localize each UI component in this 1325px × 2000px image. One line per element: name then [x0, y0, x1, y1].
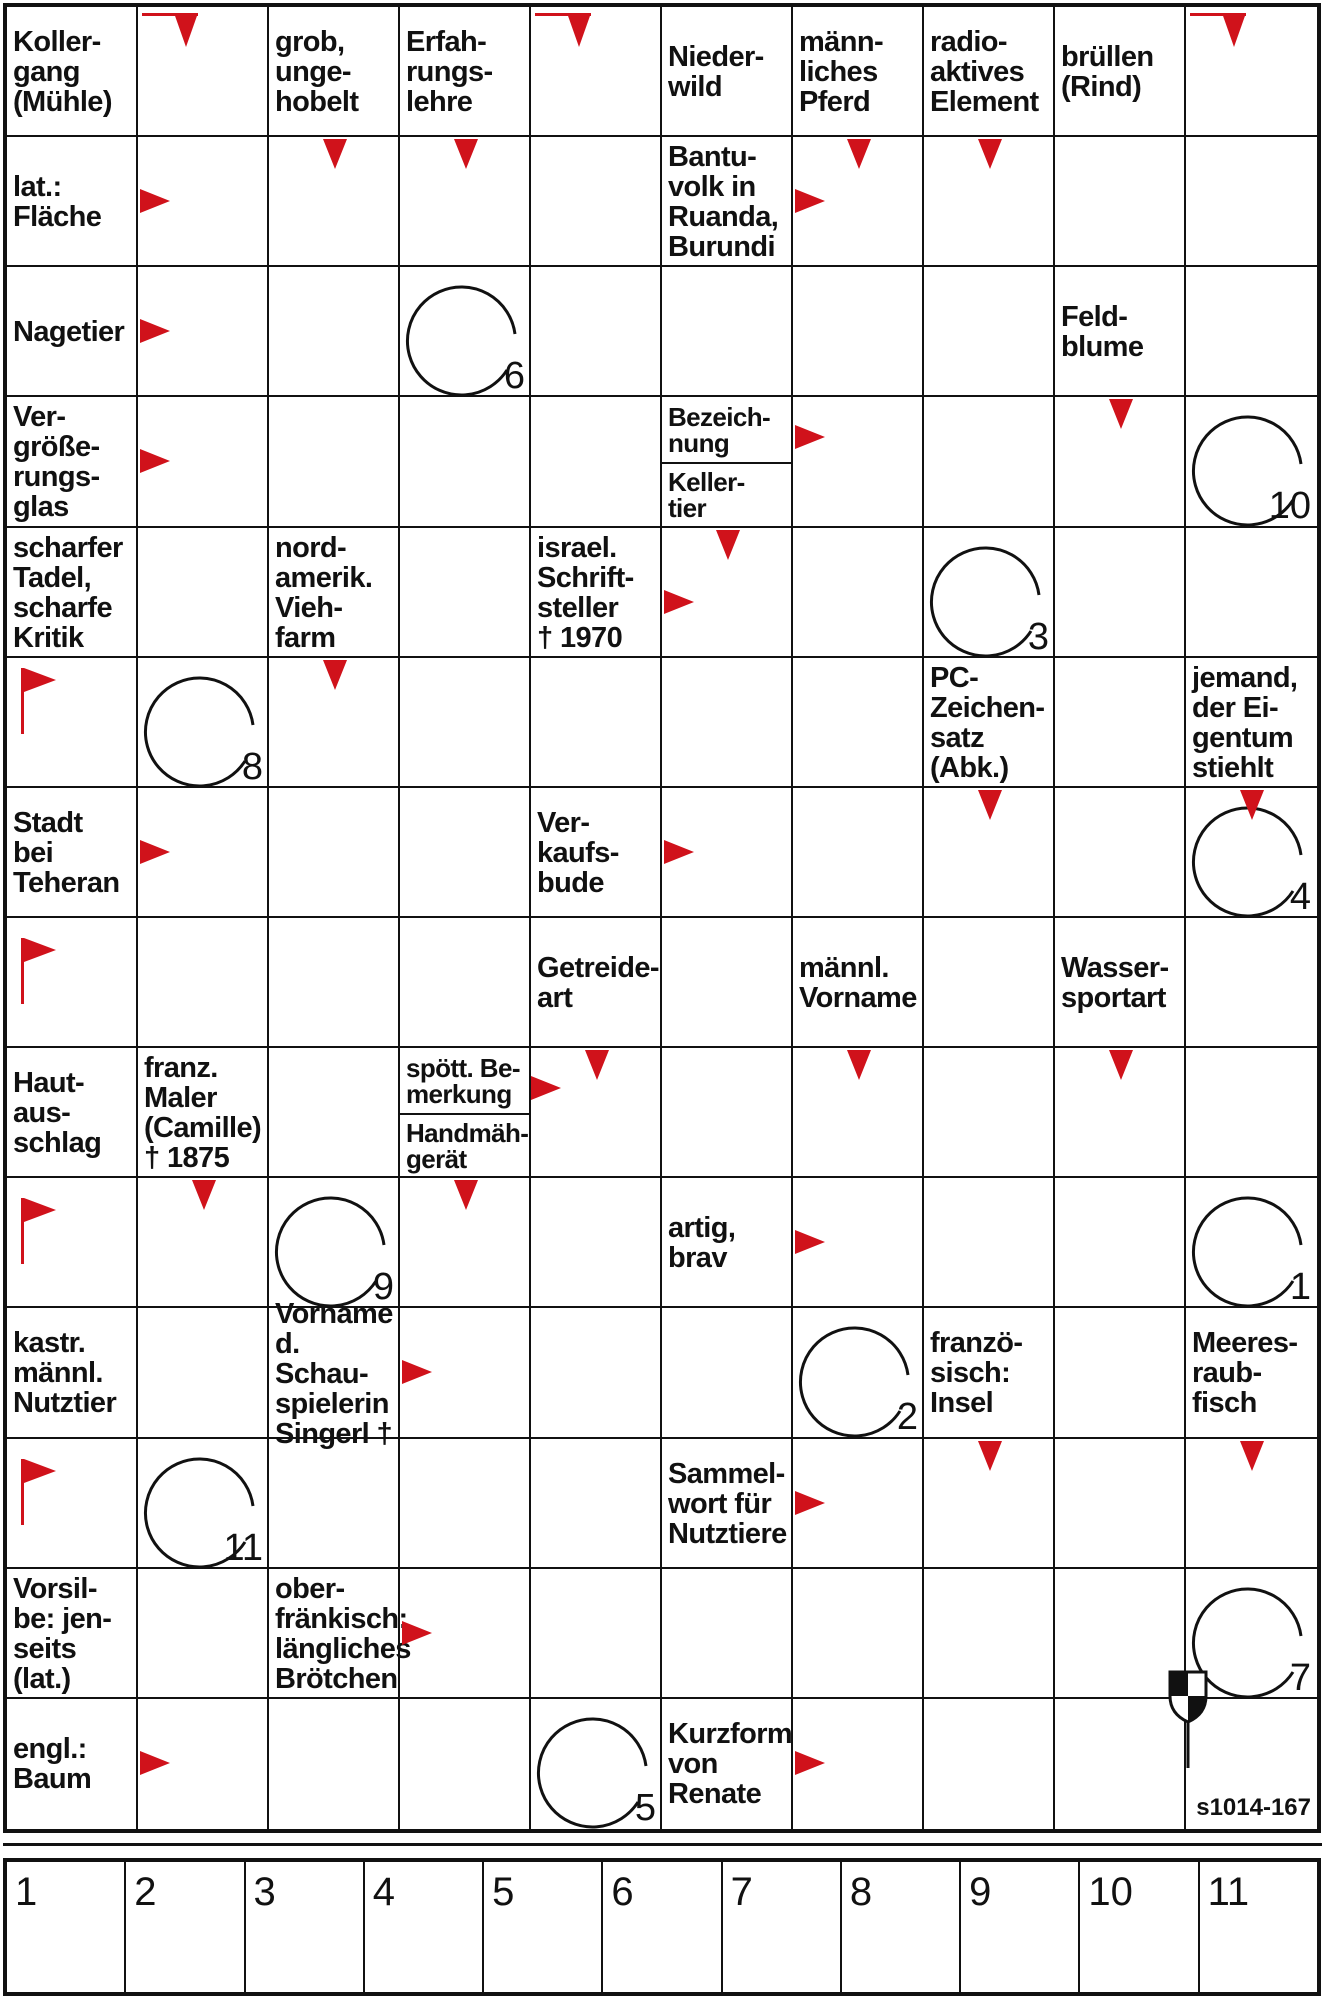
answer-cell[interactable]: [924, 1569, 1055, 1699]
solution-box-number: 7: [730, 1870, 753, 1914]
answer-cell[interactable]: [924, 267, 1055, 397]
clue-arrow-icon: [323, 660, 347, 690]
clue-text: franz. Maler (Camille) † 1875: [144, 1052, 262, 1175]
answer-cell[interactable]: [662, 1569, 793, 1699]
answer-cell[interactable]: [531, 1439, 662, 1569]
answer-cell[interactable]: [531, 1178, 662, 1308]
answer-cell[interactable]: [793, 1308, 924, 1438]
clue-box: [662, 7, 791, 137]
solution-circle-number: 2: [896, 1396, 918, 1439]
solution-circle: [145, 1446, 263, 1569]
clue-text: grob, unge- hobelt: [275, 26, 359, 119]
clue-cell: [662, 397, 793, 527]
answer-cell[interactable]: [662, 658, 793, 788]
clue-arrow-icon: [140, 1751, 170, 1775]
answer-cell[interactable]: [531, 658, 662, 788]
answer-cell[interactable]: [269, 788, 400, 918]
clue-text: scharfer Tadel, scharfe Kritik: [13, 531, 123, 654]
solution-box-number: 10: [1088, 1870, 1133, 1914]
clue-arrow-icon: [1240, 790, 1264, 820]
clue-cell: [269, 528, 400, 658]
solution-circle: [407, 274, 525, 398]
answer-cell[interactable]: [400, 658, 531, 788]
answer-cell[interactable]: [531, 1699, 662, 1829]
clue-text: Vorname d. Schau- spielerin Singerl †: [275, 1297, 393, 1450]
solution-circle-number: 9: [372, 1266, 394, 1309]
answer-cell[interactable]: [924, 918, 1055, 1048]
answer-cell[interactable]: [1055, 1699, 1186, 1829]
clue-text: Haut- aus- schlag: [13, 1067, 102, 1160]
clue-arrow-icon: [847, 1050, 871, 1080]
solution-circle: [931, 535, 1049, 658]
clue-cell: [924, 658, 1055, 788]
clue-cell: [7, 137, 138, 267]
clue-text: Meeres- raub- fisch: [1192, 1327, 1298, 1420]
clue-text: jemand, der Ei- gentum stiehlt: [1192, 661, 1298, 784]
divider: [3, 1843, 1322, 1846]
clue-arrow-icon: [21, 1198, 61, 1264]
clue-box: [662, 1439, 791, 1569]
answer-cell[interactable]: [662, 918, 793, 1048]
clue-cell: [7, 1308, 138, 1438]
solution-circle: [538, 1706, 656, 1829]
answer-cell[interactable]: [269, 918, 400, 1048]
clue-box: [924, 1308, 1053, 1438]
clue-box: [662, 1178, 791, 1308]
answer-cell[interactable]: [662, 267, 793, 397]
answer-cell[interactable]: [269, 1699, 400, 1829]
clue-cell: [924, 1308, 1055, 1438]
solution-circle-number: 5: [634, 1786, 656, 1829]
clue-text: Kurzform von Renate: [668, 1717, 793, 1810]
clue-cell: [662, 1699, 793, 1829]
clue-text: spött. Be- merkung: [406, 1052, 520, 1109]
clue-box: [400, 7, 529, 137]
solution-box[interactable]: [603, 1862, 722, 1992]
solution-circle: [1193, 1185, 1311, 1309]
clue-text: Vorsil- be: jen- seits (lat.): [13, 1572, 112, 1695]
clue-text: männl. Vorname: [799, 952, 917, 1015]
clue-arrow-icon: [716, 530, 740, 560]
clue-arrow-icon: [978, 790, 1002, 820]
clue-cell: [793, 918, 924, 1048]
solution-circle-number: 7: [1289, 1656, 1311, 1699]
clue-arrow-icon: [664, 590, 694, 614]
clue-text: Wasser- sportart: [1061, 952, 1169, 1015]
solution-circle-number: 1: [1289, 1266, 1311, 1309]
solution-box-number: 3: [253, 1870, 276, 1914]
solution-circle-number: 11: [223, 1526, 263, 1569]
solution-circle: [1193, 1576, 1311, 1699]
clue-cell: [7, 7, 138, 137]
clue-box: [662, 397, 791, 462]
clue-cell: [7, 788, 138, 918]
clue-cell: [269, 1569, 411, 1699]
clue-cell: [1186, 658, 1317, 788]
clue-cell: [1186, 1308, 1317, 1438]
clue-arrow-icon: [402, 1360, 432, 1384]
clue-arrow-icon: [323, 139, 347, 169]
clue-arrow-icon: [531, 1076, 561, 1100]
solution-box[interactable]: [246, 1862, 365, 1992]
answer-cell[interactable]: [793, 528, 924, 658]
answer-cell[interactable]: [1186, 528, 1317, 658]
solution-circle-number: 4: [1289, 875, 1311, 918]
answer-cell[interactable]: [1055, 1308, 1186, 1438]
clue-box: [7, 267, 136, 397]
clue-box: [1055, 7, 1184, 137]
answer-cell[interactable]: [1055, 788, 1186, 918]
solution-circle-number: 3: [1027, 615, 1049, 658]
clue-cell: [400, 1048, 531, 1178]
answer-cell[interactable]: [1055, 528, 1186, 658]
clue-cell: [662, 1178, 793, 1308]
answer-cell[interactable]: [924, 1699, 1055, 1829]
clue-box: [269, 1297, 398, 1450]
clue-arrow-icon: [140, 840, 170, 864]
clue-arrow-icon: [978, 1441, 1002, 1471]
answer-cell[interactable]: [1055, 1439, 1186, 1569]
clue-box: [662, 1699, 791, 1829]
clue-arrow-icon: [454, 139, 478, 169]
shield-logo-icon: [1168, 1670, 1208, 1770]
clue-box: [7, 1569, 136, 1699]
clue-arrow-icon: [535, 13, 591, 65]
solution-box-number: 6: [611, 1870, 634, 1914]
solution-box[interactable]: [365, 1862, 484, 1992]
clue-arrow-icon: [847, 139, 871, 169]
answer-cell[interactable]: [793, 788, 924, 918]
answer-cell[interactable]: [138, 918, 269, 1048]
clue-arrow-icon: [21, 938, 61, 1004]
answer-cell[interactable]: [1186, 267, 1317, 397]
clue-arrow-icon: [795, 1751, 825, 1775]
clue-cell: [7, 1569, 138, 1699]
answer-cell[interactable]: [400, 788, 531, 918]
answer-cell[interactable]: [1055, 1569, 1186, 1699]
clue-text: brüllen (Rind): [1061, 41, 1154, 104]
answer-cell[interactable]: [400, 397, 531, 527]
clue-box: [1186, 658, 1317, 788]
clue-text: Stadt bei Teheran: [13, 806, 120, 899]
answer-cell[interactable]: [924, 1048, 1055, 1178]
solution-box[interactable]: [7, 1862, 126, 1992]
answer-cell[interactable]: [924, 397, 1055, 527]
answer-cell[interactable]: [924, 1178, 1055, 1308]
answer-cell[interactable]: [400, 267, 531, 397]
answer-cell[interactable]: [1186, 397, 1317, 527]
clue-box: [1055, 918, 1184, 1048]
answer-cell[interactable]: [138, 1308, 269, 1438]
clue-box: [531, 528, 660, 658]
clue-text: Sammel- wort für Nutztiere: [668, 1457, 787, 1550]
clue-cell: [924, 7, 1055, 137]
clue-box: [269, 7, 398, 137]
solution-box-number: 8: [849, 1870, 873, 1914]
solution-box-number: 1: [15, 1870, 38, 1914]
clue-text: ober- fränkisch: längliches Brötchen: [275, 1572, 411, 1695]
answer-cell[interactable]: [400, 528, 531, 658]
clue-text: Koller- gang (Mühle): [13, 26, 112, 119]
clue-text: Getreide- art: [537, 952, 659, 1015]
clue-text: lat.: Fläche: [13, 171, 102, 234]
clue-cell: [269, 1297, 400, 1450]
clue-cell: [7, 1699, 138, 1829]
clue-arrow-icon: [1190, 13, 1246, 65]
clue-divider: [662, 462, 791, 464]
clue-cell: [138, 1048, 269, 1178]
solution-box[interactable]: [126, 1862, 245, 1992]
answer-cell[interactable]: [1055, 1178, 1186, 1308]
clue-text: Handmäh- gerät: [406, 1117, 529, 1174]
clue-arrow-icon: [140, 189, 170, 213]
clue-box: [400, 1048, 529, 1113]
clue-text: Keller- tier: [668, 467, 745, 524]
clue-arrow-icon: [795, 425, 825, 449]
solution-circle: [800, 1315, 918, 1439]
clue-box: [1055, 267, 1184, 397]
answer-cell[interactable]: [793, 267, 924, 397]
solution-box[interactable]: [842, 1862, 961, 1992]
clue-arrow-icon: [1240, 1441, 1264, 1471]
solution-box-number: 2: [134, 1870, 157, 1914]
clue-box: [7, 1308, 136, 1438]
clue-text: engl.: Baum: [13, 1732, 92, 1795]
clue-cell: [531, 528, 662, 658]
clue-box: [7, 1699, 136, 1829]
clue-cell: [662, 7, 793, 137]
clue-arrow-icon: [142, 13, 198, 65]
clue-cell: [400, 7, 531, 137]
clue-text: nord- amerik. Vieh- farm: [275, 531, 373, 654]
clue-cell: [531, 918, 662, 1048]
answer-cell[interactable]: [1186, 1048, 1317, 1178]
clue-text: israel. Schrift- steller † 1970: [537, 531, 634, 654]
answer-cell[interactable]: [400, 1699, 531, 1829]
puzzle-code: s1014-167: [1196, 1794, 1311, 1821]
clue-arrow-icon: [664, 840, 694, 864]
answer-cell[interactable]: [138, 658, 269, 788]
answer-cell[interactable]: [269, 267, 400, 397]
answer-cell[interactable]: [1055, 137, 1186, 267]
clue-cell: [1055, 267, 1186, 397]
answer-cell[interactable]: [138, 1439, 269, 1569]
answer-cell[interactable]: [400, 1439, 531, 1569]
clue-box: [7, 528, 136, 658]
solution-box[interactable]: [1080, 1862, 1199, 1992]
clue-box: [531, 788, 660, 918]
clue-box: [7, 137, 136, 267]
answer-cell[interactable]: [400, 918, 531, 1048]
clue-text: Feld- blume: [1061, 301, 1144, 364]
clue-box: [662, 137, 791, 267]
clue-box: [1186, 1308, 1317, 1438]
solution-box-number: 5: [492, 1870, 515, 1914]
clue-cell: [7, 397, 138, 527]
answer-cell[interactable]: [531, 1308, 662, 1438]
clue-cell: [7, 528, 138, 658]
crossword-grid: [3, 3, 1321, 1833]
clue-cell: [531, 788, 662, 918]
clue-text: kastr. männl. Nutztier: [13, 1327, 117, 1420]
answer-cell[interactable]: [1055, 658, 1186, 788]
clue-text: männ- liches Pferd: [799, 26, 884, 119]
clue-box: [7, 1048, 136, 1178]
answer-cell[interactable]: [793, 1569, 924, 1699]
clue-arrow-icon: [140, 319, 170, 343]
clue-text: Nagetier: [13, 316, 125, 349]
clue-text: Erfah- rungs- lehre: [406, 26, 493, 119]
clue-box: [269, 1569, 411, 1699]
answer-cell[interactable]: [269, 397, 400, 527]
clue-arrow-icon: [454, 1180, 478, 1210]
clue-arrow-icon: [140, 449, 170, 473]
answer-cell[interactable]: [924, 528, 1055, 658]
answer-cell[interactable]: [793, 397, 924, 527]
solution-box-number: 4: [372, 1870, 396, 1914]
answer-cell[interactable]: [138, 1569, 269, 1699]
clue-box: [924, 7, 1053, 137]
answer-cell[interactable]: [1186, 137, 1317, 267]
clue-cell: [662, 137, 793, 267]
clue-arrow-icon: [1109, 1050, 1133, 1080]
clue-text: Ver- größe- rungs- glas: [13, 401, 100, 524]
clue-text: Bezeich- nung: [668, 401, 771, 458]
clue-arrow-icon: [795, 1230, 825, 1254]
answer-cell[interactable]: [531, 397, 662, 527]
clue-arrow-icon: [21, 1459, 61, 1525]
answer-cell[interactable]: [793, 658, 924, 788]
answer-cell[interactable]: [662, 1308, 793, 1438]
clue-text: Ver- kaufs- bude: [537, 806, 619, 899]
clue-text: PC- Zeichen- satz (Abk.): [930, 661, 1045, 784]
solution-circle-number: 6: [503, 355, 525, 398]
clue-arrow-icon: [192, 1180, 216, 1210]
clue-box: [7, 788, 136, 918]
solution-circle-number: 8: [241, 745, 263, 788]
clue-box: [7, 7, 136, 137]
clue-arrow-icon: [795, 1491, 825, 1515]
clue-text: Bantu- volk in Ruanda, Burundi: [668, 141, 779, 264]
clue-box: [138, 1048, 267, 1178]
clue-arrow-icon: [585, 1050, 609, 1080]
answer-cell[interactable]: [531, 1569, 662, 1699]
solution-box[interactable]: [961, 1862, 1080, 1992]
clue-text: artig, brav: [668, 1212, 736, 1275]
clue-arrow-icon: [21, 668, 61, 734]
clue-box: [400, 1113, 529, 1178]
clue-box: [269, 528, 398, 658]
answer-cell[interactable]: [269, 1439, 400, 1569]
clue-text: Nieder- wild: [668, 41, 764, 104]
solution-circle: [1193, 404, 1311, 528]
solution-box-number: 9: [969, 1870, 992, 1914]
clue-cell: [7, 267, 138, 397]
clue-box: [662, 462, 791, 527]
solution-box[interactable]: [484, 1862, 603, 1992]
clue-arrow-icon: [402, 1621, 432, 1645]
answer-cell[interactable]: [269, 1178, 400, 1308]
clue-divider: [400, 1113, 529, 1115]
solution-row: [3, 1858, 1321, 1996]
answer-cell[interactable]: [531, 267, 662, 397]
answer-cell[interactable]: [1186, 918, 1317, 1048]
solution-box[interactable]: [1200, 1862, 1317, 1992]
clue-box: [531, 918, 660, 1048]
answer-cell[interactable]: [1186, 1178, 1317, 1308]
solution-box-number: 11: [1207, 1870, 1250, 1914]
clue-cell: [793, 7, 924, 137]
solution-circle-number: 10: [1268, 485, 1311, 528]
clue-box: [793, 918, 922, 1048]
solution-circle: [145, 665, 263, 788]
answer-cell[interactable]: [138, 528, 269, 658]
clue-text: radio- aktives Element: [930, 26, 1039, 119]
clue-box: [7, 397, 136, 527]
clue-box: [793, 7, 922, 137]
clue-arrow-icon: [1109, 399, 1133, 429]
solution-circle: [276, 1185, 394, 1309]
solution-box[interactable]: [723, 1862, 842, 1992]
answer-cell[interactable]: [662, 1048, 793, 1178]
clue-cell: [269, 7, 400, 137]
clue-arrow-icon: [795, 189, 825, 213]
clue-cell: [1055, 918, 1186, 1048]
clue-box: [924, 658, 1053, 788]
clue-cell: [662, 1439, 793, 1569]
answer-cell[interactable]: [531, 137, 662, 267]
clue-cell: [1055, 7, 1186, 137]
clue-cell: [7, 1048, 138, 1178]
clue-arrow-icon: [978, 139, 1002, 169]
clue-text: franzö- sisch: Insel: [930, 1327, 1023, 1420]
answer-cell[interactable]: [269, 1048, 400, 1178]
